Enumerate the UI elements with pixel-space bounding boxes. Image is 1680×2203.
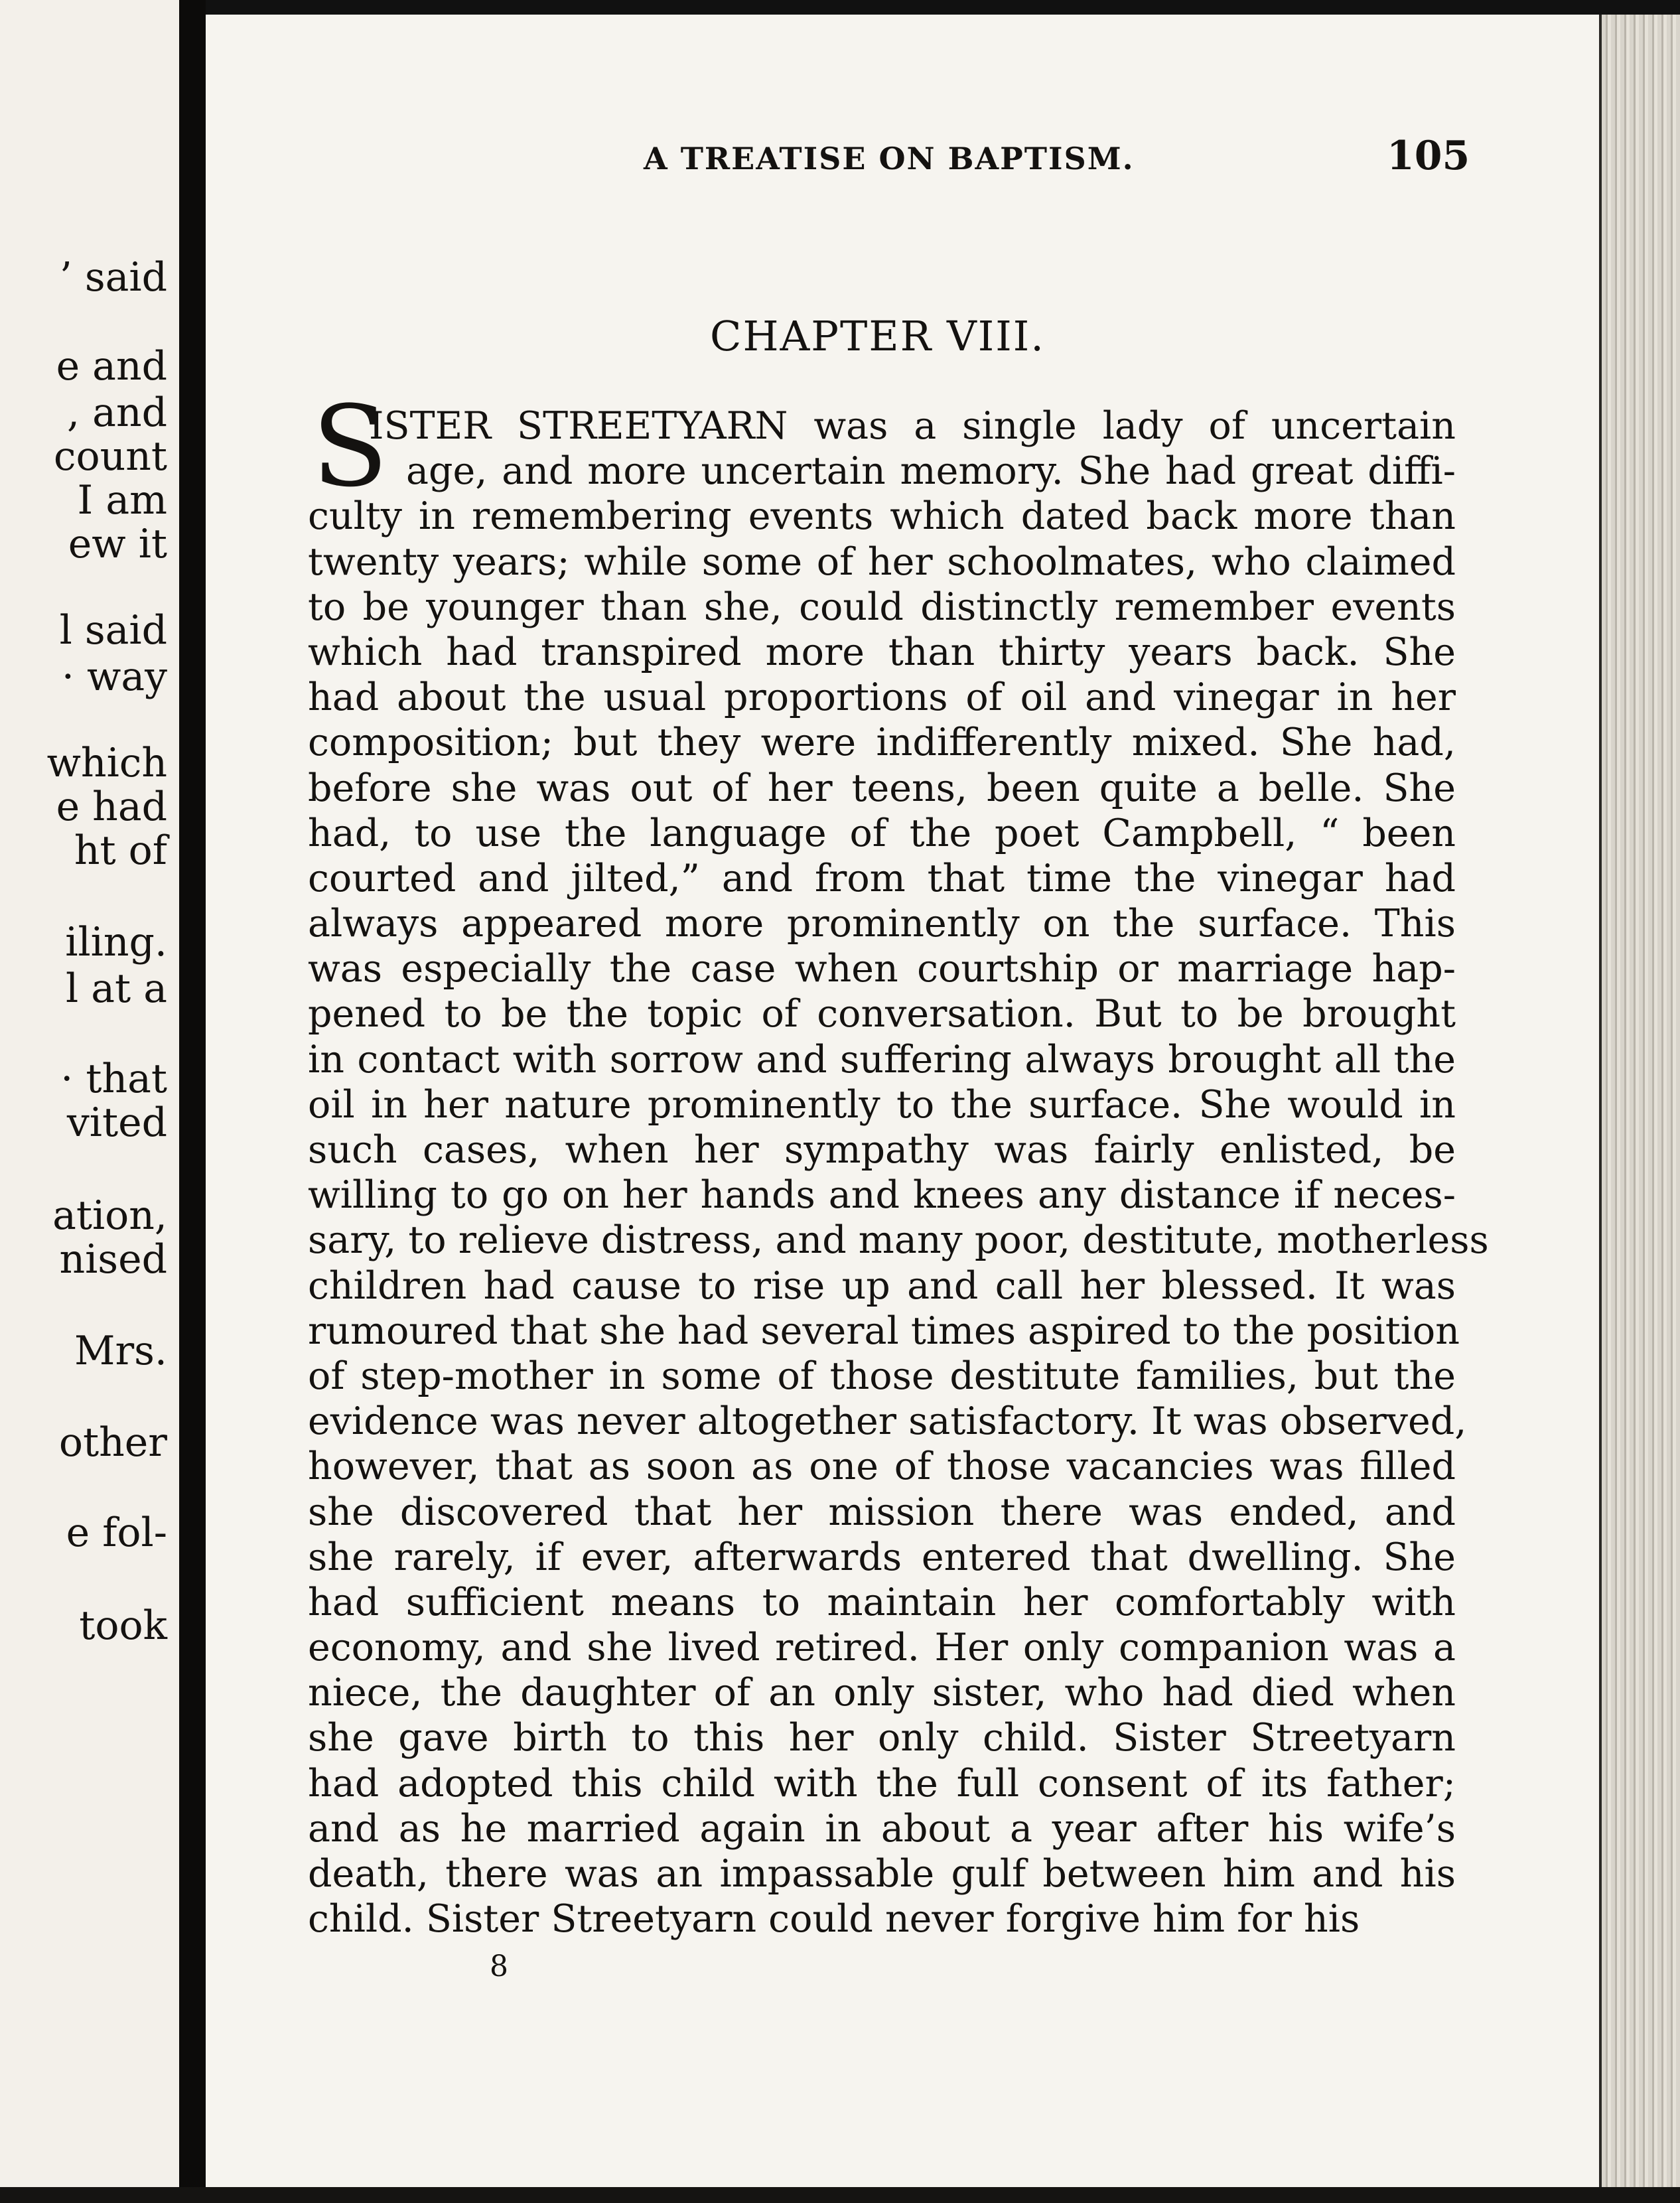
left-page-line: · that [60,1056,167,1102]
left-page-line: count [53,433,167,480]
left-page-line: ation, [52,1192,167,1239]
bottom-edge [0,2187,1680,2203]
signature-mark: 8 [490,1950,508,1983]
body-line: oil in her nature prominently to the surface. She would in [308,1082,1456,1127]
left-page-line: e and [56,343,167,390]
body-line: however, that as soon as one of those vacancies was filled [308,1445,1456,1489]
left-page-line: nised [59,1236,167,1283]
left-page-line: e had [56,784,167,830]
body-line: had sufficient means to maintain her comfortably with [308,1580,1456,1624]
body-line: death, there was an impassable gulf between him and his [308,1852,1456,1896]
left-page-fragment [0,0,179,2203]
left-page-line: ’ said [59,254,167,301]
left-page-line: , and [67,390,167,436]
left-page-line: which [46,740,167,786]
body-line: niece, the daughter of an only sister, who had died when [308,1671,1456,1715]
left-page-line: ht of [74,827,167,874]
body-line: always appeared more prominently on the surface. This [308,902,1456,946]
left-page-line: l at a [66,965,167,1012]
body-line: had, to use the language of the poet Campbell, “ been [308,811,1456,855]
left-page-line: vited [66,1100,167,1146]
chapter-title: CHAPTER VIII. [710,312,1045,360]
body-line: she discovered that her mission there was ended, and [308,1490,1456,1534]
body-line: and as he married again in about a year after his wife’s [308,1806,1456,1851]
page-number: 105 [1387,133,1470,179]
body-line: she gave birth to this her only child. Sister Streetyarn [308,1716,1456,1760]
body-line: age, and more uncertain memory. She had great diffi- [406,449,1456,494]
body-line: children had cause to rise up and call her blessed. It was [308,1263,1456,1308]
body-line: had adopted this child with the full consent of its father; [308,1761,1456,1806]
body-line: before she was out of her teens, been quite a belle. She [308,766,1456,810]
page-edges [1599,15,1680,2187]
body-line: ISTER STREETYARN was a single lady of uncertain [369,404,1456,448]
left-page-line: Mrs. [74,1328,167,1374]
body-line: pened to be the topic of conversation. But to be brought [308,992,1456,1036]
left-page-line: iling. [65,919,167,965]
body-line: she rarely, if ever, afterwards entered that dwelling. She [308,1535,1456,1579]
body-line: rumoured that she had several times aspired to the position [308,1309,1460,1353]
running-head: A TREATISE ON BAPTISM. [644,141,1135,177]
body-line: to be younger than she, could distinctly remember events [308,585,1456,629]
body-line: child. Sister Streetyarn could never forgive him for his [308,1897,1360,1942]
body-line: was especially the case when courtship or marriage hap- [308,947,1456,991]
top-edge [206,0,1680,15]
body-line: of step-mother in some of those destitute families, but the [308,1354,1456,1398]
body-line: willing to go on her hands and knees any distance if neces- [308,1173,1456,1218]
body-line: evidence was never altogether satisfactory. It was observed, [308,1399,1467,1444]
body-line: culty in remembering events which dated back more than [308,494,1456,539]
body-line: had about the usual proportions of oil and vinegar in her [308,675,1456,720]
drop-cap: S [312,382,389,512]
body-line: courted and jilted,” and from that time the vinegar had [308,856,1456,900]
left-page-line: · way [61,654,167,700]
left-page-line: e fol- [66,1510,167,1556]
left-page-line: other [58,1419,167,1466]
book-gutter [179,0,206,2203]
chapter-body [308,403,1489,1942]
body-line: sary, to relieve distress, and many poor, destitute, motherless [308,1218,1489,1263]
left-page-line: ew it [68,521,167,567]
left-page-line: took [79,1602,167,1649]
body-line: such cases, when her sympathy was fairly enlisted, be [308,1128,1456,1172]
left-page-line: I am [77,477,167,524]
body-line: composition; but they were indifferently mixed. She had, [308,721,1456,765]
body-line: in contact with sorrow and suffering always brought all the [308,1037,1456,1082]
body-line: economy, and she lived retired. Her only companion was a [308,1626,1456,1670]
body-line: which had transpired more than thirty years back. She [308,630,1456,674]
left-page-line: l said [59,607,167,654]
body-line: twenty years; while some of her schoolmates, who claimed [308,539,1456,584]
